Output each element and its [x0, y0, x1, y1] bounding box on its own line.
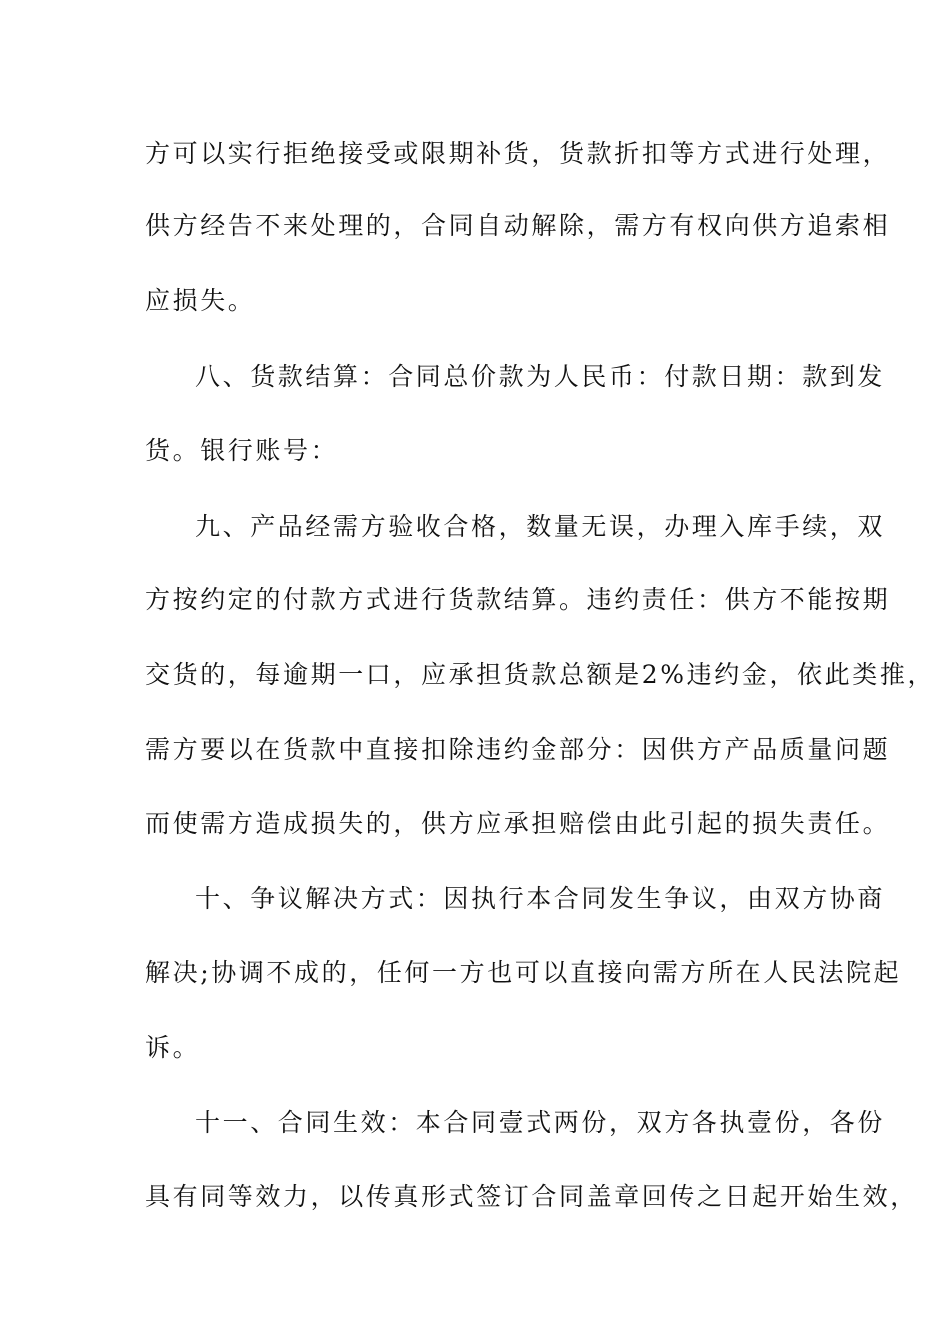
text-line: 而使需方造成损失的，供方应承担赔偿由此引起的损失责任。 [145, 809, 891, 838]
paragraph-heading-8: 八、货款结算：合同总价款为人民币：付款日期：款到发 [195, 362, 886, 391]
text-line: 方可以实行拒绝接受或限期补货，货款折扣等方式进行处理， [145, 139, 891, 168]
text-line: 货。银行账号： [145, 436, 339, 465]
text-line: 供方经告不来处理的，合同自动解除，需方有权向供方追索相 [145, 211, 891, 240]
text-line: 解决;协调不成的，任何一方也可以直接向需方所在人民法院起 [145, 958, 902, 987]
text-line: 应损失。 [145, 286, 256, 315]
paragraph-heading-10: 十、争议解决方式：因执行本合同发生争议，由双方协商 [195, 884, 886, 913]
text-line: 需方要以在货款中直接扣除违约金部分：因供方产品质量问题 [145, 735, 891, 764]
text-line: 具有同等效力，以传真形式签订合同盖章回传之日起开始生效， [145, 1182, 918, 1211]
paragraph-heading-11: 十一、合同生效：本合同壹式两份，双方各执壹份，各份 [195, 1108, 886, 1137]
text-line: 方按约定的付款方式进行货款结算。违约责任：供方不能按期 [145, 585, 891, 614]
text-line: 诉。 [145, 1033, 201, 1062]
text-line: 交货的，每逾期一口，应承担货款总额是2%违约金，依此类推， [145, 660, 936, 689]
paragraph-heading-9: 九、产品经需方验收合格，数量无误，办理入库手续，双 [195, 512, 886, 541]
